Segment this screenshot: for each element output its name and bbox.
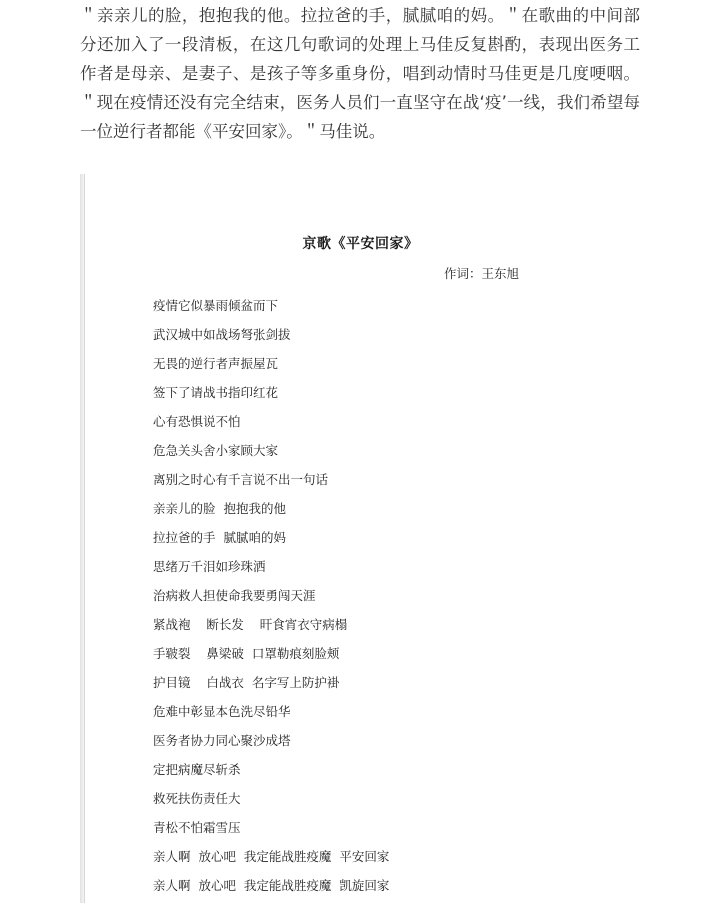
lyric-line: 救死扶伤责任大	[153, 791, 241, 806]
lyric-line: 紧战袍 断长发 旰食宵衣守病榻	[153, 617, 348, 632]
lyric-line: 危难中彰显本色洗尽铅华	[153, 704, 291, 719]
lyric-line: 青松不怕霜雪压	[153, 820, 241, 835]
lyric-line: 护目镜 白战衣 名字写上防护褂	[153, 675, 340, 690]
lyric-line: 心有恐惧说不怕	[153, 414, 241, 429]
lyrics-title: 京歌《平安回家》	[302, 236, 419, 252]
lyrics-lines	[153, 291, 389, 900]
lyric-line: 无畏的逆行者声振屋瓦	[153, 356, 279, 371]
lyric-line: 离别之时心有千言说不出一句话	[153, 472, 329, 487]
page-fold-line	[84, 174, 85, 903]
lyrics-sheet-image	[80, 174, 641, 903]
lyric-line: 武汉城中如战场弩张剑拔	[153, 327, 291, 342]
lyric-line: 危急关头舍小家顾大家	[153, 443, 279, 458]
lyric-line: 疫情它似暴雨倾盆而下	[153, 298, 279, 313]
lyric-line: 治病救人担使命我要勇闯天涯	[153, 588, 316, 603]
lyric-line: 医务者协力同心聚沙成塔	[153, 733, 291, 748]
lyric-line: 手皲裂 鼻梁破 口罩勒痕刻脸颊	[153, 646, 340, 661]
lyric-line: 思绪万千泪如珍珠洒	[153, 559, 266, 574]
article-paragraph: ＂亲亲儿的脸，抱抱我的他。拉拉爸的手，腻腻咱的妈。＂在歌曲的中间部分还加入了一段清板，在这几句歌词的处理上马佳反复斟酌，表现出医务工作者是母亲、是妻子、是孩子等多重身份，唱到动情时马佳更是几度哽咽。＂现在疫情还没有完全结束，医务人员们一直坚守在战‘疫’一线，我们希望每一位逆行者都能《平安回家》。＂马佳说。	[80, 6, 640, 141]
lyric-line: 亲人啊 放心吧 我定能战胜疫魔 凯旋回家	[153, 878, 390, 893]
lyric-line: 拉拉爸的手 腻腻咱的妈	[153, 530, 286, 545]
lyrics-author: 作词：王东旭	[444, 266, 520, 281]
lyric-line: 亲人啊 放心吧 我定能战胜疫魔 平安回家	[153, 849, 390, 864]
lyric-line: 亲亲儿的脸 抱抱我的他	[153, 501, 286, 516]
lyric-line: 签下了请战书指印红花	[153, 385, 279, 400]
lyric-line: 定把病魔尽斩杀	[153, 762, 241, 777]
